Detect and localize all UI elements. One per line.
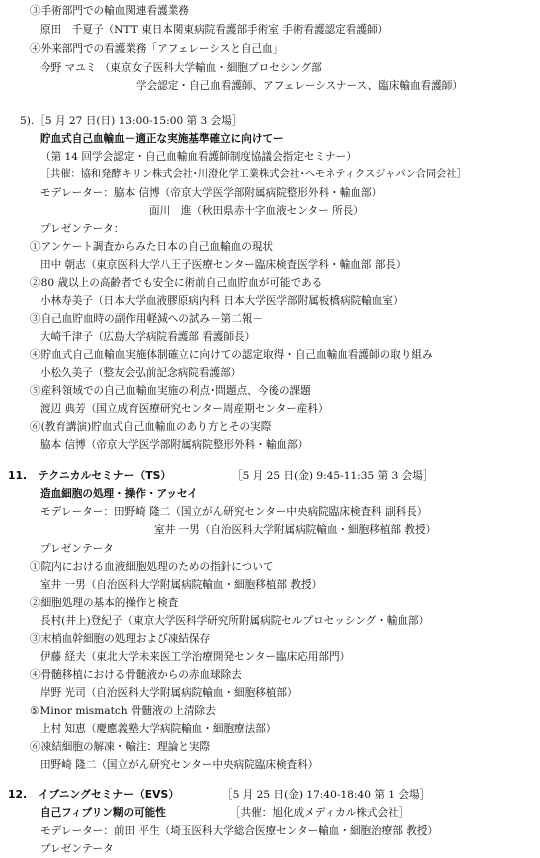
presenters-label: プレゼンテータ [40, 543, 114, 555]
session-title: 貯血式自己血輸血－適正な実施基準確立に向けてー [40, 133, 284, 145]
presentation-title: ⑥凍結細胞の解凍・輸注：理論と実際 [30, 741, 211, 753]
session-subtitle: （第 14 回学会認定・自己血輸血看護師制度協議会指定セミナー） [40, 151, 357, 163]
session-title: 自己フィブリン糊の可能性 [40, 807, 166, 819]
presenter: 上村 知恵（慶應義塾大学病院輸血・細胞療法部） [40, 723, 277, 735]
presenter: 脇本 信博（帝京大学医学部附属病院整形外科・輸血部） [40, 439, 309, 451]
session-header: 5).［5 月 27 日(日) 13:00-15:00 第 3 会場］ [20, 115, 243, 127]
list-item-title: ④外来部門での看護業務「アフェレーシスと自己血」 [30, 43, 284, 55]
presentation-title: ②80 歳以上の高齢者でも安全に術前自己血貯血が可能である [30, 277, 323, 289]
presenter: 伊藤 経夫（東北大学未来医工学治療開発センター臨床応用部門） [40, 651, 351, 663]
presentation-title: ⑤産科領域での自己血輸血実施の利点･問題点、今後の課題 [30, 385, 311, 397]
moderator-line: モデレーター：前田 平生（埼玉医科大学総合医療センター輸血・細胞治療部 教授） [40, 825, 439, 837]
presenters-label: プレゼンテータ： [40, 223, 125, 235]
presenter: 小林寿美子（日本大学血液膠原病内科 日本大学医学部附属板橋病院輸血室） [40, 295, 404, 307]
moderator-line: 面川 進（秋田県赤十字血液センター 所長） [149, 205, 364, 217]
presentation-title: ③末梢血幹細胞の処理および凍結保存 [30, 633, 211, 645]
moderator-line: モデレーター：田野崎 隆二（国立がん研究センター中央病院臨床検査科 副科長） [40, 506, 428, 518]
moderator-line: 室井 一男（自治医科大学附属病院輸血・細胞移植部 教授） [154, 524, 437, 536]
presenter: 室井 一男（自治医科大学附属病院輸血・細胞移植部 教授） [40, 579, 323, 591]
section-heading: 12. イブニングセミナー（EVS） [8, 788, 180, 801]
list-item-speaker: 原田 千夏子（NTT 東日本関東病院看護部手術室 手術看護認定看護師） [40, 24, 389, 36]
presenter: 渡辺 典芳（国立成育医療研究センター周産期センター産科） [40, 403, 329, 415]
presentation-title: ③自己血貯血時の副作用軽減への試み－第二報－ [30, 313, 264, 325]
cosponsor-note: ［共催：旭化成メディカル株式会社］ [230, 807, 410, 819]
presentation-title: ①院内における血液細胞処理のための指針について [30, 561, 274, 573]
presenter: 長村(井上)登紀子（東京大学医科学研究所附属病院セルプロセッシング・輸血部） [40, 615, 430, 627]
presenters-label: プレゼンテータ [40, 843, 114, 855]
presenter: 田野崎 隆二（国立がん研究センター中央病院臨床検査科） [40, 759, 319, 771]
list-item-title: ③手術部門での輸血関連看護業務 [30, 5, 189, 17]
presenter: 田中 朝志（東京医科大学八王子医療センター臨床検査医学科・輸血部 部長） [40, 259, 407, 271]
session-schedule: ［5 月 25 日(金) 9:45-11:35 第 3 会場］ [232, 470, 434, 482]
session-schedule: ［5 月 25 日(金) 17:40-18:40 第 1 会場］ [222, 789, 431, 801]
session-title: 造血細胞の処理・操作・アッセイ [40, 488, 198, 500]
list-item-speaker-continued: 学会認定・自己血看護師、アフェレーシスナース、臨床輸血看護師） [136, 80, 463, 92]
list-item-speaker: 今野 マユミ （東京女子医科大学輸血・細胞プロセシング部 [40, 62, 322, 74]
moderator-line: モデレーター：脇本 信博（帝京大学医学部附属病院整形外科・輸血部） [40, 187, 383, 199]
section-heading: 11. テクニカルセミナー（TS） [8, 469, 172, 482]
presenter: 大崎千津子（広島大学病院看護部 看護師長） [40, 331, 256, 343]
presentation-title: ①アンケート調査からみた日本の自己血輸血の現状 [30, 241, 274, 253]
presenter: 岸野 光司（自治医科大学附属病院輸血・細胞移植部） [40, 687, 298, 699]
presenter: 小松久美子（整友会弘前記念病院看護部） [40, 367, 242, 379]
presentation-title: ④骨髄移植における骨髄液からの赤血球除去 [30, 669, 242, 681]
presentation-title: ④貯血式自己血輸血実施体制確立に向けての認定取得・自己血輸血看護師の取り組み [30, 349, 433, 361]
cosponsor-note: ［共催：協和発酵キリン株式会社･川澄化学工業株式会社･ヘモネティクスジャパン合同会社］ [40, 169, 467, 180]
presentation-title: ⑥(教育講演)貯血式自己血輸血のあり方とその実際 [30, 421, 272, 433]
presentation-title: ②細胞処理の基本的操作と検査 [30, 597, 179, 609]
presentation-title: ⑤Minor mismatch 骨髄液の上清除去 [30, 705, 216, 717]
